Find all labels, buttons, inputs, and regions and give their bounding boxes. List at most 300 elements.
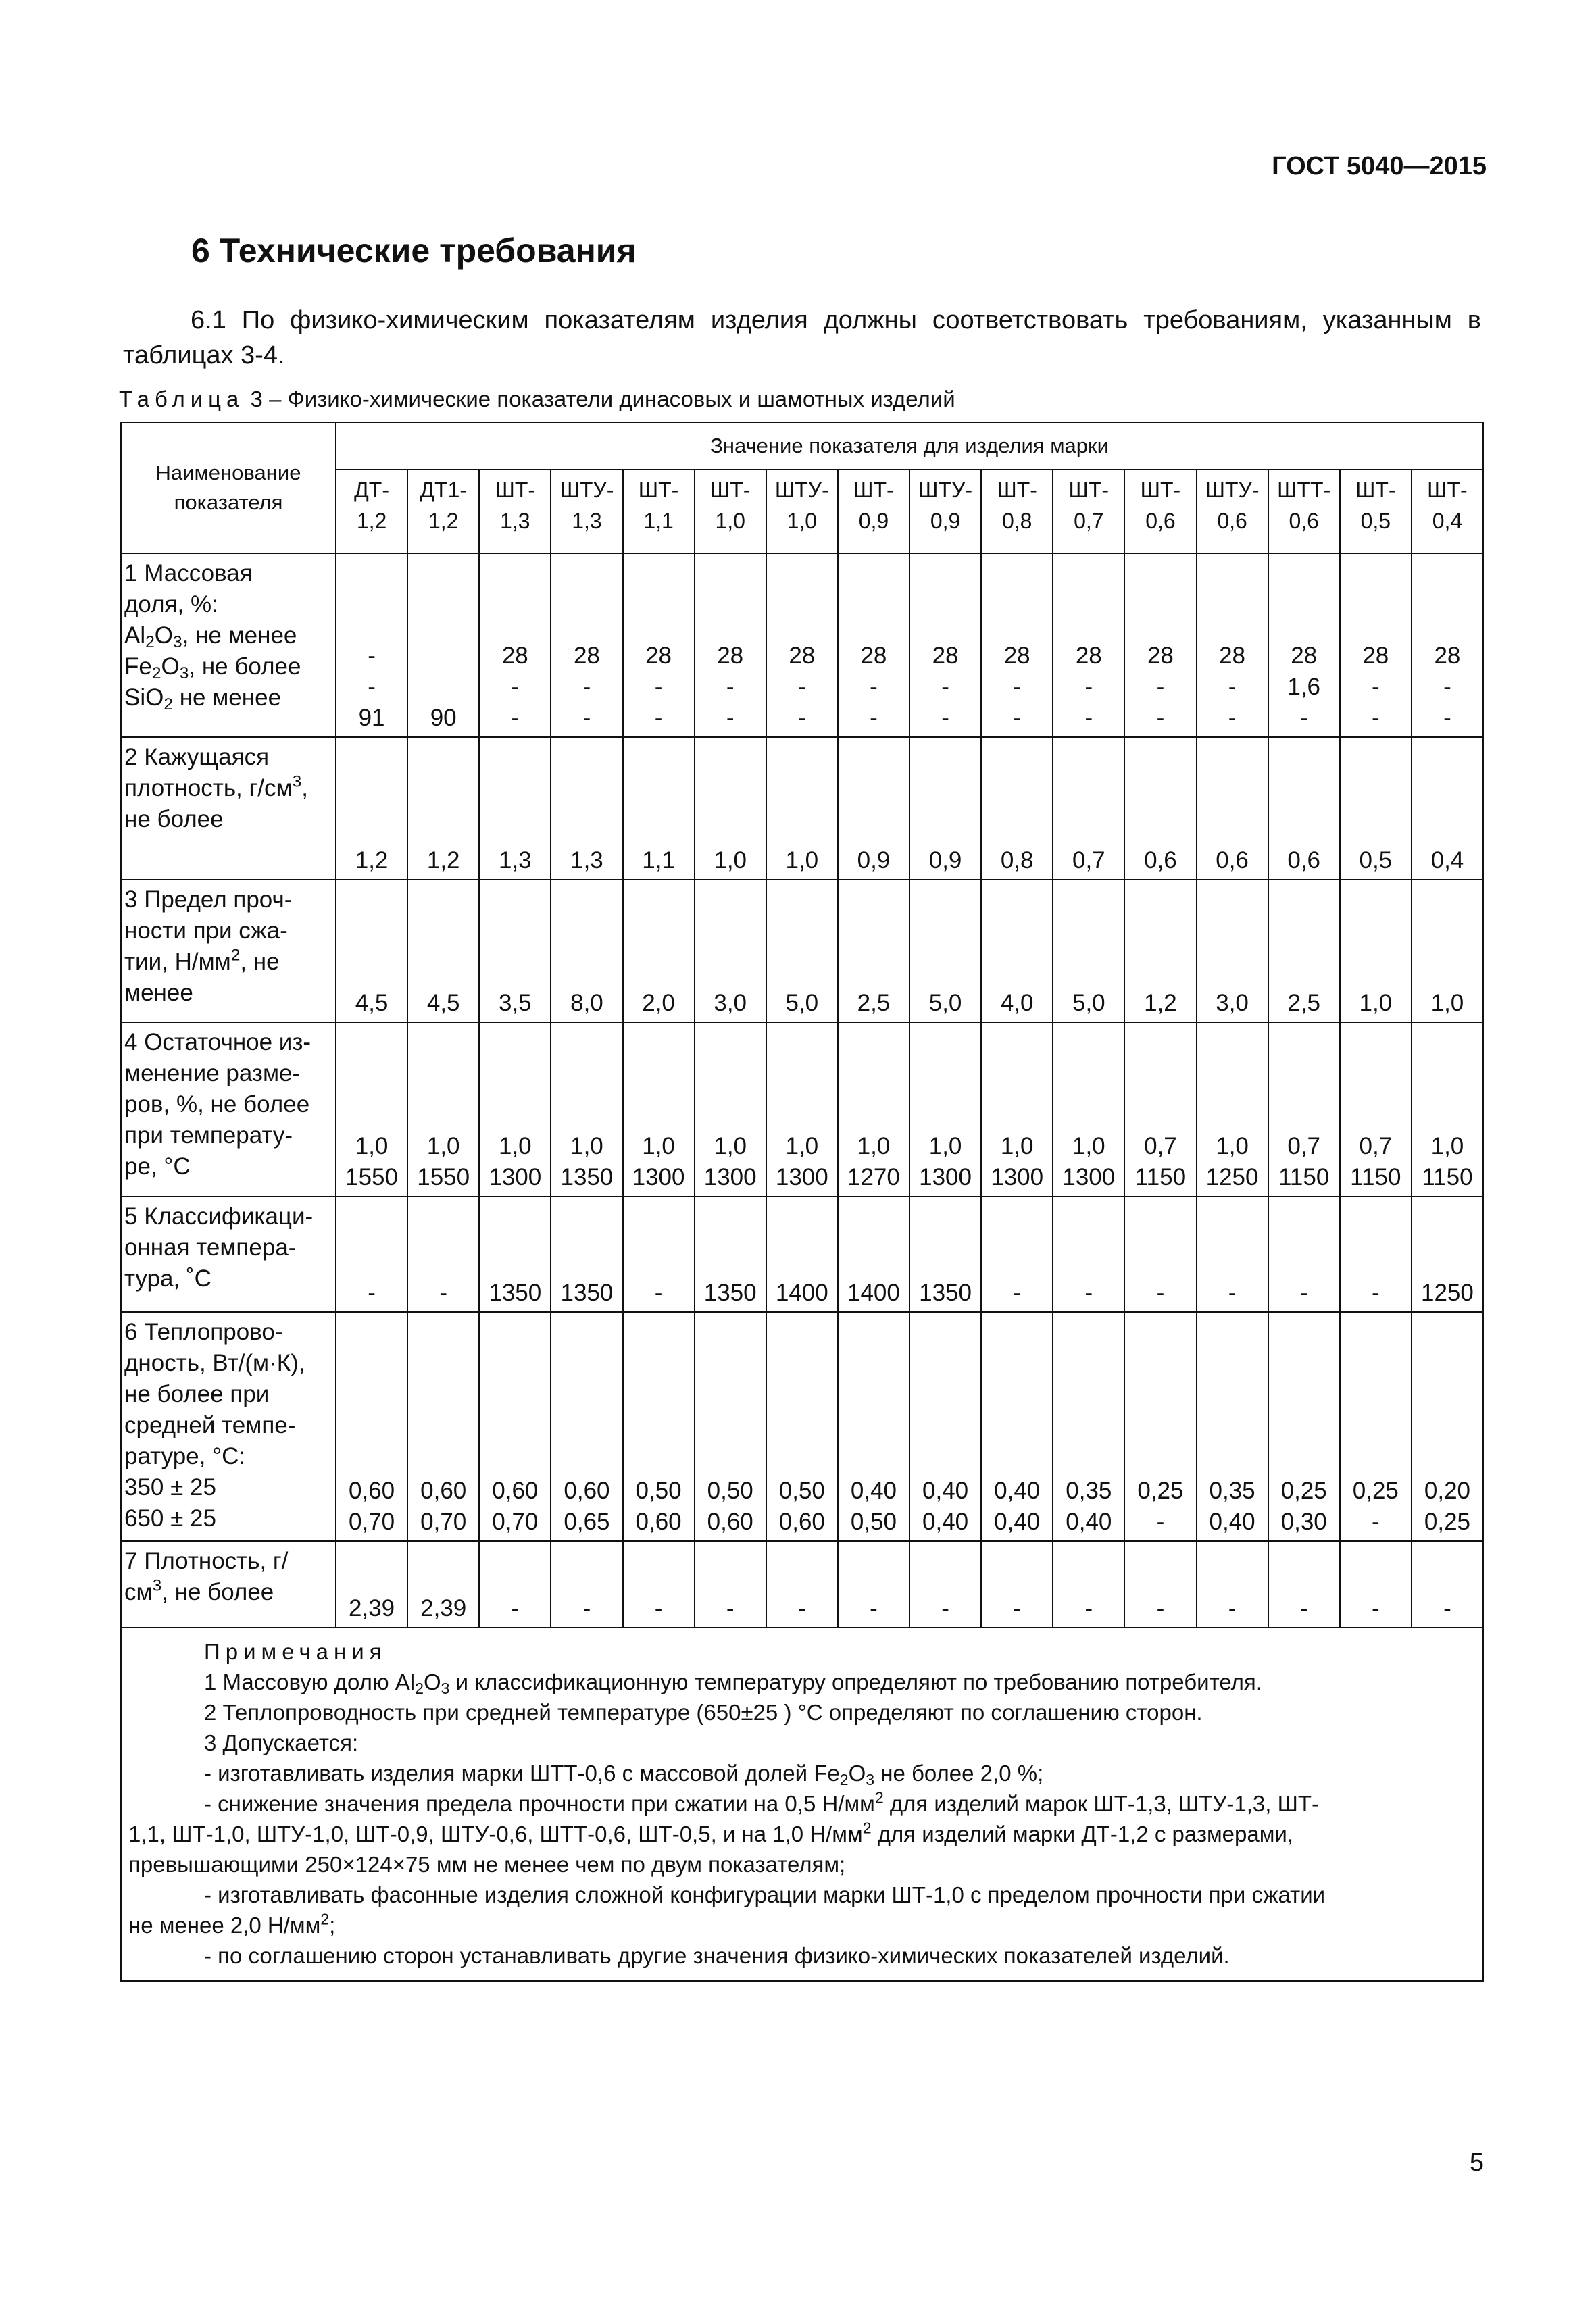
value-cell	[1268, 553, 1340, 737]
row-name-line: не более при	[124, 1381, 270, 1407]
value-line: 5,0	[785, 990, 819, 1016]
row-name-part: , не более	[161, 1579, 274, 1605]
value-cell	[1268, 1541, 1340, 1628]
value-cell	[1197, 737, 1268, 880]
value-line: 0,35	[1209, 1478, 1255, 1504]
note-subscript: 3	[866, 1770, 875, 1788]
brand-number: 1,0	[787, 509, 818, 533]
value-line: 1,0	[785, 847, 819, 874]
row-name-line: при температу-	[124, 1122, 293, 1149]
value-cell	[766, 737, 838, 880]
value-line: 0,6	[1216, 847, 1249, 874]
formula-part: не менее	[173, 684, 282, 711]
brand-number: 0,8	[1001, 509, 1032, 533]
notes-row	[121, 1628, 1483, 1981]
unit-superscript: 3	[292, 772, 302, 791]
note-subscript: 2	[415, 1679, 424, 1697]
table-row	[121, 1197, 1483, 1312]
value-line: 0,35	[1066, 1478, 1112, 1504]
brand-prefix: ДТ-	[354, 478, 389, 502]
value-cell	[981, 737, 1053, 880]
value-cell	[1197, 1022, 1268, 1197]
brand-header	[551, 470, 622, 553]
value-line: 1,1	[642, 847, 675, 874]
value-cell	[838, 1022, 909, 1197]
value-cell	[1197, 1541, 1268, 1628]
note-superscript: 2	[862, 1819, 872, 1837]
value-cell	[1340, 1197, 1412, 1312]
row-name	[121, 880, 336, 1022]
properties-table	[120, 422, 1484, 1982]
value-line: 28	[932, 643, 959, 669]
brand-prefix: ШТ-	[1427, 478, 1468, 502]
value-cell	[1053, 1022, 1124, 1197]
table-row	[121, 1541, 1483, 1628]
row-name-line: 2 Кажущаяся	[124, 744, 270, 770]
table-row	[121, 737, 1483, 880]
note-text: O	[423, 1669, 441, 1694]
value-line: 28	[1434, 643, 1461, 669]
row-name-line	[124, 620, 332, 651]
row-name	[121, 737, 336, 880]
note-text: не более 2,0 %;	[874, 1761, 1044, 1786]
value-cell	[1124, 1312, 1196, 1541]
value-line: 1,0	[355, 1133, 389, 1159]
value-line: 1,6	[1287, 674, 1321, 700]
value-cell	[695, 1312, 766, 1541]
value-line: 1550	[345, 1164, 398, 1190]
value-line: 1,0	[857, 1133, 891, 1159]
value-cell	[336, 1197, 407, 1312]
value-line: 28	[645, 643, 672, 669]
brand-header	[407, 470, 479, 553]
intro-paragraph: 6.1 По физико-химическим показателям изделия должны соответствовать требованиям, указанным в таблицах 3-4.	[123, 306, 1481, 370]
value-line: 0,7	[1072, 847, 1105, 874]
brand-prefix: ШТУ-	[559, 478, 614, 502]
value-cell	[1197, 880, 1268, 1022]
brand-header	[1412, 470, 1483, 553]
value-line: 1300	[775, 1164, 828, 1190]
note-text: превышающими 250×124×75 мм не менее чем по двум показателям;	[128, 1852, 846, 1877]
value-cell	[981, 553, 1053, 737]
formula-subscript: 3	[173, 633, 182, 652]
value-cell	[407, 737, 479, 880]
value-line: -	[1371, 674, 1380, 700]
value-cell	[1412, 1312, 1483, 1541]
value-line: 1350	[489, 1280, 542, 1306]
value-cell	[695, 880, 766, 1022]
note-text: 2 Теплопроводность при средней температуре (650±25 ) °С определяют по соглашению сторон.	[204, 1700, 1203, 1725]
value-line: 3,0	[1216, 990, 1249, 1016]
value-line: 0,50	[778, 1478, 825, 1504]
value-line: 1350	[919, 1280, 972, 1306]
value-line: 0,40	[994, 1478, 1041, 1504]
value-cell	[623, 553, 695, 737]
value-cell	[1340, 1312, 1412, 1541]
value-line: 1,0	[1430, 990, 1464, 1016]
row-name-line: менение разме-	[124, 1060, 301, 1086]
value-line: -	[1299, 1280, 1308, 1306]
row-name	[121, 1541, 336, 1628]
value-cell	[336, 1312, 407, 1541]
row-name-part: , не	[240, 949, 280, 975]
value-cell	[1053, 1312, 1124, 1541]
note-superscript: 2	[874, 1788, 884, 1807]
note-line	[128, 1697, 1476, 1728]
caption-text: 3 – Физико-химические показатели динасовых и шамотных изделий	[244, 386, 955, 411]
brand-prefix: ШТ-	[1355, 478, 1396, 502]
value-cell	[336, 1022, 407, 1197]
row-name-line: 350 ± 25	[124, 1474, 216, 1501]
value-line: -	[654, 674, 663, 700]
row-name-line: 1 Массовая	[124, 560, 253, 586]
value-cell	[1197, 1197, 1268, 1312]
value-line: -	[511, 1595, 520, 1621]
value-cell	[1124, 553, 1196, 737]
value-line: 0,60	[492, 1478, 539, 1504]
note-line	[128, 1636, 1476, 1667]
brand-prefix: ДТ1-	[420, 478, 468, 502]
caption-label: Таблица	[119, 386, 245, 411]
value-cell	[766, 1541, 838, 1628]
note-subscript: 3	[441, 1679, 450, 1697]
value-cell	[479, 1197, 551, 1312]
value-line: 2,5	[857, 990, 891, 1016]
value-line: 0,30	[1280, 1509, 1327, 1535]
value-line: 28	[717, 643, 744, 669]
value-line: 0,60	[635, 1509, 682, 1535]
value-line: 1,0	[928, 1133, 962, 1159]
brand-number: 0,5	[1360, 509, 1391, 533]
value-cell	[838, 553, 909, 737]
row-name-line: средней темпе-	[124, 1412, 296, 1438]
value-line: -	[1156, 1509, 1165, 1535]
value-cell	[1124, 1197, 1196, 1312]
value-line: -	[511, 705, 520, 731]
note-line	[128, 1667, 1476, 1697]
note-text: O	[848, 1761, 866, 1786]
row-name-part: плотность, г/см	[124, 775, 293, 801]
formula-part: , не более	[189, 653, 301, 680]
value-line: 0,50	[635, 1478, 682, 1504]
value-cell	[695, 737, 766, 880]
note-line	[128, 1758, 1476, 1788]
value-line: 1,3	[498, 847, 532, 874]
value-line: -	[368, 1280, 376, 1306]
value-cell	[1412, 1022, 1483, 1197]
value-line: -	[1156, 1280, 1165, 1306]
value-line: -	[797, 1595, 806, 1621]
value-line: -	[1371, 1280, 1380, 1306]
standard-number: ГОСТ 5040—2015	[1272, 152, 1487, 180]
value-line: -	[941, 1595, 949, 1621]
brand-header	[1340, 470, 1412, 553]
value-cell	[838, 1197, 909, 1312]
value-line: 3,0	[714, 990, 747, 1016]
value-line: 1,0	[1430, 1133, 1464, 1159]
value-line: 1150	[1422, 1164, 1473, 1190]
value-line: -	[1371, 1595, 1380, 1621]
value-line: 0,25	[1424, 1509, 1470, 1535]
value-line: -	[1228, 1280, 1237, 1306]
value-line: -	[582, 1595, 591, 1621]
formula-part: Al	[124, 622, 146, 649]
value-cell	[479, 1541, 551, 1628]
value-cell	[551, 1197, 622, 1312]
brand-prefix: ШТ-	[709, 478, 751, 502]
value-line: 1,2	[355, 847, 389, 874]
value-line: 0,4	[1430, 847, 1464, 874]
value-line: -	[1013, 1280, 1022, 1306]
row-name-line: 4 Остаточное из-	[124, 1029, 311, 1055]
value-line: 28	[1291, 643, 1318, 669]
value-line: 1270	[847, 1164, 900, 1190]
value-line	[408, 672, 478, 703]
value-line: 1,0	[1359, 990, 1393, 1016]
note-line	[128, 1849, 1476, 1880]
value-cell	[407, 1312, 479, 1541]
brand-prefix: ШТТ-	[1277, 478, 1331, 502]
value-line: 1300	[632, 1164, 685, 1190]
value-cell	[981, 880, 1053, 1022]
value-line: 0,7	[1359, 1133, 1393, 1159]
value-line: -	[1371, 1509, 1380, 1535]
value-cell	[623, 1312, 695, 1541]
brand-number: 0,4	[1432, 509, 1463, 533]
formula-part: SiO	[124, 684, 164, 711]
value-line: 1300	[919, 1164, 972, 1190]
value-line: 1,3	[570, 847, 603, 874]
value-line: 0,50	[850, 1509, 897, 1535]
value-line: 28	[1219, 643, 1246, 669]
value-line: 1300	[991, 1164, 1044, 1190]
value-line: -	[1299, 1595, 1308, 1621]
value-cell	[1197, 553, 1268, 737]
value-cell	[1340, 880, 1412, 1022]
value-line: 2,39	[349, 1595, 395, 1621]
note-text: ;	[329, 1913, 336, 1938]
note-text: - снижение значения предела прочности при сжатии на 0,5 Н/мм	[204, 1791, 875, 1816]
formula-subscript: 2	[164, 695, 173, 714]
row-name-line: дность, Вт/(м·К),	[124, 1350, 305, 1376]
brand-prefix: ШТ-	[1068, 478, 1109, 502]
value-line: 0,40	[922, 1509, 969, 1535]
value-cell	[766, 1197, 838, 1312]
note-text: - по соглашению сторон устанавливать другие значения физико-химических показателей изделий.	[204, 1943, 1230, 1968]
value-line: 0,7	[1144, 1133, 1177, 1159]
value-line: -	[1228, 705, 1237, 731]
value-line: 0,70	[420, 1509, 467, 1535]
value-line: 1,0	[1000, 1133, 1034, 1159]
value-line: -	[1443, 1595, 1451, 1621]
row-name	[121, 1197, 336, 1312]
value-line: -	[1084, 1280, 1093, 1306]
value-cell	[1053, 737, 1124, 880]
value-line: 1,0	[1216, 1133, 1249, 1159]
value-cell	[766, 553, 838, 737]
row-name-line	[124, 682, 332, 713]
value-cell	[766, 880, 838, 1022]
value-line: 1,0	[570, 1133, 603, 1159]
note-text: для изделий марки ДТ-1,2 с размерами,	[871, 1821, 1294, 1846]
unit-superscript: 2	[230, 946, 241, 965]
value-line: -	[368, 643, 376, 669]
value-cell	[1124, 880, 1196, 1022]
value-line: 0,60	[349, 1478, 395, 1504]
brand-header	[1197, 470, 1268, 553]
note-superscript: 2	[320, 1910, 330, 1928]
value-line: -	[797, 705, 806, 731]
brand-number: 1,2	[356, 509, 387, 533]
value-line: 28	[860, 643, 887, 669]
value-line: 1400	[775, 1280, 828, 1306]
value-cell	[1340, 553, 1412, 737]
value-line: 0,70	[492, 1509, 539, 1535]
value-line: -	[582, 674, 591, 700]
value-cell	[1268, 1197, 1340, 1312]
brand-prefix: ШТ-	[495, 478, 536, 502]
brand-header	[909, 470, 981, 553]
value-cell	[838, 1541, 909, 1628]
value-line: 0,40	[1209, 1509, 1255, 1535]
value-header: Значение показателя для изделия марки	[336, 422, 1483, 470]
value-cell	[1124, 737, 1196, 880]
value-line: -	[511, 674, 520, 700]
table-row	[121, 1312, 1483, 1541]
value-line: 0,40	[1066, 1509, 1112, 1535]
value-line: 28	[1147, 643, 1174, 669]
brand-prefix: ШТУ-	[774, 478, 829, 502]
row-name-line: 650 ± 25	[124, 1505, 216, 1532]
value-cell	[1268, 1312, 1340, 1541]
row-name-line: ров, %, не более	[124, 1091, 310, 1117]
value-cell	[336, 880, 407, 1022]
value-cell	[1340, 1541, 1412, 1628]
formula-subscript: 3	[179, 664, 189, 683]
value-cell	[623, 880, 695, 1022]
value-line: 1,0	[785, 1133, 819, 1159]
value-line: 0,7	[1287, 1133, 1321, 1159]
value-line: 1350	[560, 1164, 614, 1190]
value-cell	[1053, 880, 1124, 1022]
value-line: 1150	[1350, 1164, 1401, 1190]
row-name	[121, 1312, 336, 1541]
value-cell	[623, 737, 695, 880]
value-cell	[479, 553, 551, 737]
value-cell	[695, 1022, 766, 1197]
brand-header	[623, 470, 695, 553]
value-line: -	[1156, 705, 1165, 731]
value-line: 1,2	[426, 847, 460, 874]
brand-number: 0,9	[930, 509, 961, 533]
value-cell	[1197, 1312, 1268, 1541]
value-line: -	[941, 674, 949, 700]
value-line: 0,8	[1000, 847, 1034, 874]
value-cell	[1412, 1197, 1483, 1312]
brand-number: 1,0	[715, 509, 745, 533]
row-name-line: 5 Классификаци-	[124, 1203, 314, 1230]
value-line: 5,0	[1072, 990, 1105, 1016]
value-line: 0,60	[420, 1478, 467, 1504]
brand-number: 1,2	[428, 509, 459, 533]
value-cell	[909, 1541, 981, 1628]
note-line	[128, 1940, 1476, 1971]
value-cell	[981, 1197, 1053, 1312]
value-cell	[336, 1541, 407, 1628]
value-line	[408, 640, 478, 672]
note-line	[128, 1819, 1476, 1849]
brand-number: 0,7	[1074, 509, 1104, 533]
row-name-line: доля, %:	[124, 591, 218, 618]
value-cell	[623, 1197, 695, 1312]
value-line: -	[1084, 1595, 1093, 1621]
value-line: 0,40	[994, 1509, 1041, 1535]
note-text: - изготавливать изделия марки ШТТ-0,6 с массовой долей Fe	[204, 1761, 840, 1786]
value-line: 0,6	[1144, 847, 1177, 874]
value-cell	[1412, 737, 1483, 880]
value-line: 1350	[703, 1280, 757, 1306]
note-text: для изделий марок ШТ-1,3, ШТУ-1,3, ШТ-	[883, 1791, 1319, 1816]
table-row	[121, 553, 1483, 737]
value-line: 0,70	[349, 1509, 395, 1535]
row-name-line: ре, °С	[124, 1153, 191, 1180]
value-line: -	[368, 674, 376, 700]
row-name-line	[124, 1577, 332, 1608]
value-line: -	[1228, 1595, 1237, 1621]
value-line: -	[726, 705, 734, 731]
value-line: 5,0	[928, 990, 962, 1016]
value-cell	[981, 1312, 1053, 1541]
value-cell	[551, 553, 622, 737]
value-line: 28	[1075, 643, 1102, 669]
table-row	[121, 880, 1483, 1022]
value-line: -	[1299, 705, 1308, 731]
value-line: 0,40	[850, 1478, 897, 1504]
value-cell	[909, 1022, 981, 1197]
value-cell	[909, 1197, 981, 1312]
value-line: 8,0	[570, 990, 603, 1016]
value-line: -	[654, 1595, 663, 1621]
value-line: -	[1371, 705, 1380, 731]
value-line: 4,0	[1000, 990, 1034, 1016]
note-text: 3 Допускается:	[204, 1730, 359, 1755]
brand-header	[336, 470, 407, 553]
note-text: 1 Массовую долю Al	[204, 1669, 416, 1694]
name-header: Наименование показателя	[121, 422, 336, 553]
value-line: -	[1156, 674, 1165, 700]
value-cell	[336, 737, 407, 880]
value-line: -	[1156, 1595, 1165, 1621]
value-cell	[838, 737, 909, 880]
row-name-line: ности при сжа-	[124, 917, 288, 944]
notes-title: Примечания	[204, 1639, 387, 1664]
brand-number: 0,6	[1289, 509, 1319, 533]
value-line: -	[1084, 674, 1093, 700]
brand-header	[838, 470, 909, 553]
value-line: 28	[1362, 643, 1389, 669]
brand-number: 0,6	[1145, 509, 1176, 533]
value-line: 0,25	[1352, 1478, 1399, 1504]
page-number: 5	[1469, 2148, 1484, 2177]
value-line: 1,0	[1072, 1133, 1105, 1159]
value-line: -	[1443, 705, 1451, 731]
value-line: 0,65	[564, 1509, 610, 1535]
section-title: 6 Технические требования	[191, 232, 637, 270]
value-cell	[909, 737, 981, 880]
value-line: 1300	[489, 1164, 542, 1190]
value-cell	[1053, 553, 1124, 737]
brand-header	[695, 470, 766, 553]
